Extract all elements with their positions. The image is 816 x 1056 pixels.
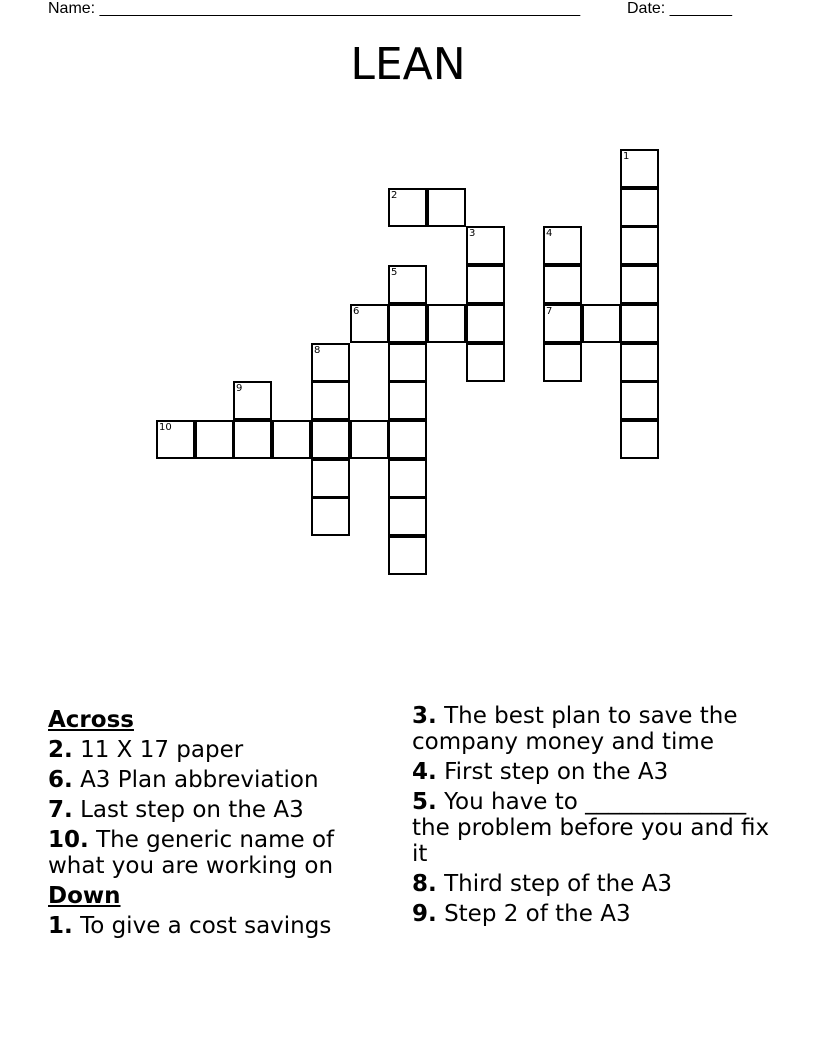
grid-cell[interactable]	[388, 497, 427, 536]
grid-cell[interactable]	[388, 381, 427, 420]
grid-cell[interactable]	[388, 188, 427, 227]
grid-cell[interactable]	[388, 265, 427, 304]
clue-text: 11 X 17 paper	[80, 737, 244, 763]
cell-number: 4	[546, 228, 553, 239]
clue-text: The best plan to save the company money and time	[412, 703, 738, 755]
clue-number: 4.	[412, 759, 437, 785]
clues-left-column	[48, 703, 388, 939]
clue-down-5	[412, 789, 772, 867]
date-field: Date: _______	[627, 0, 732, 17]
clue-across-10	[48, 827, 388, 879]
cell-number: 3	[469, 228, 476, 239]
grid-cell[interactable]	[620, 304, 659, 343]
grid-cell[interactable]	[388, 459, 427, 498]
clue-across-2	[48, 737, 388, 763]
grid-cell[interactable]	[272, 420, 311, 459]
grid-cell[interactable]	[427, 304, 466, 343]
clue-number: 3.	[412, 703, 437, 729]
clue-text: Third step of the A3	[444, 871, 673, 897]
clue-down-8	[412, 871, 772, 897]
grid-cell[interactable]	[427, 188, 466, 227]
clue-down-3	[412, 703, 772, 755]
clue-number: 5.	[412, 789, 437, 815]
clue-number: 9.	[412, 901, 437, 927]
clue-text: First step on the A3	[444, 759, 669, 785]
grid-cell[interactable]	[620, 265, 659, 304]
grid-cell[interactable]	[620, 381, 659, 420]
grid-cell[interactable]	[311, 497, 350, 536]
grid-cell[interactable]	[620, 226, 659, 265]
cell-number: 5	[391, 267, 398, 278]
grid-cell[interactable]	[543, 226, 582, 265]
grid-cell[interactable]	[311, 343, 350, 382]
grid-cell[interactable]	[543, 265, 582, 304]
clue-text: Step 2 of the A3	[444, 901, 631, 927]
grid-cell[interactable]	[311, 381, 350, 420]
grid-cell[interactable]	[466, 343, 505, 382]
grid-cell[interactable]	[466, 265, 505, 304]
clues-right-column	[412, 703, 772, 927]
grid-cell[interactable]	[620, 188, 659, 227]
grid-cell[interactable]	[350, 420, 389, 459]
clue-down-1	[48, 913, 388, 939]
cell-number: 6	[353, 306, 360, 317]
grid-cell[interactable]	[543, 343, 582, 382]
grid-cell[interactable]	[388, 536, 427, 575]
cell-number: 1	[623, 151, 630, 162]
clue-down-9	[412, 901, 772, 927]
grid-cell[interactable]	[620, 343, 659, 382]
cell-number: 10	[159, 422, 172, 433]
clue-text: Last step on the A3	[80, 797, 304, 823]
cell-number: 2	[391, 190, 398, 201]
clue-number: 1.	[48, 913, 73, 939]
grid-cell[interactable]	[311, 420, 350, 459]
grid-cell[interactable]	[582, 304, 621, 343]
across-heading: Across	[48, 707, 134, 733]
grid-cell[interactable]	[466, 226, 505, 265]
grid-cell[interactable]	[620, 149, 659, 188]
cell-number: 9	[236, 383, 243, 394]
clue-number: 7.	[48, 797, 73, 823]
clue-number: 6.	[48, 767, 73, 793]
clue-number: 2.	[48, 737, 73, 763]
cell-number: 8	[314, 345, 321, 356]
grid-cell[interactable]	[388, 304, 427, 343]
grid-cell[interactable]	[543, 304, 582, 343]
grid-cell[interactable]	[233, 381, 272, 420]
clue-number: 10.	[48, 827, 89, 853]
grid-cell[interactable]	[195, 420, 234, 459]
clue-text: A3 Plan abbreviation	[80, 767, 319, 793]
cell-number: 7	[546, 306, 553, 317]
clue-across-7	[48, 797, 388, 823]
grid-cell[interactable]	[350, 304, 389, 343]
grid-cell[interactable]	[311, 459, 350, 498]
grid-cell[interactable]	[466, 304, 505, 343]
clue-number: 8.	[412, 871, 437, 897]
clue-text: The generic name of what you are working on	[48, 827, 335, 879]
clue-text: To give a cost savings	[80, 913, 332, 939]
grid-cell[interactable]	[620, 420, 659, 459]
name-field: Name: ______________________________________________________	[48, 0, 581, 17]
grid-cell[interactable]	[388, 420, 427, 459]
clue-across-6	[48, 767, 388, 793]
clue-down-4	[412, 759, 772, 785]
grid-cell[interactable]	[388, 343, 427, 382]
grid-cell[interactable]	[233, 420, 272, 459]
clue-text: You have to ______________ the problem before you and fix it	[412, 789, 770, 867]
grid-cell[interactable]	[156, 420, 195, 459]
down-heading: Down	[48, 883, 121, 909]
puzzle-title: LEAN	[350, 39, 466, 90]
